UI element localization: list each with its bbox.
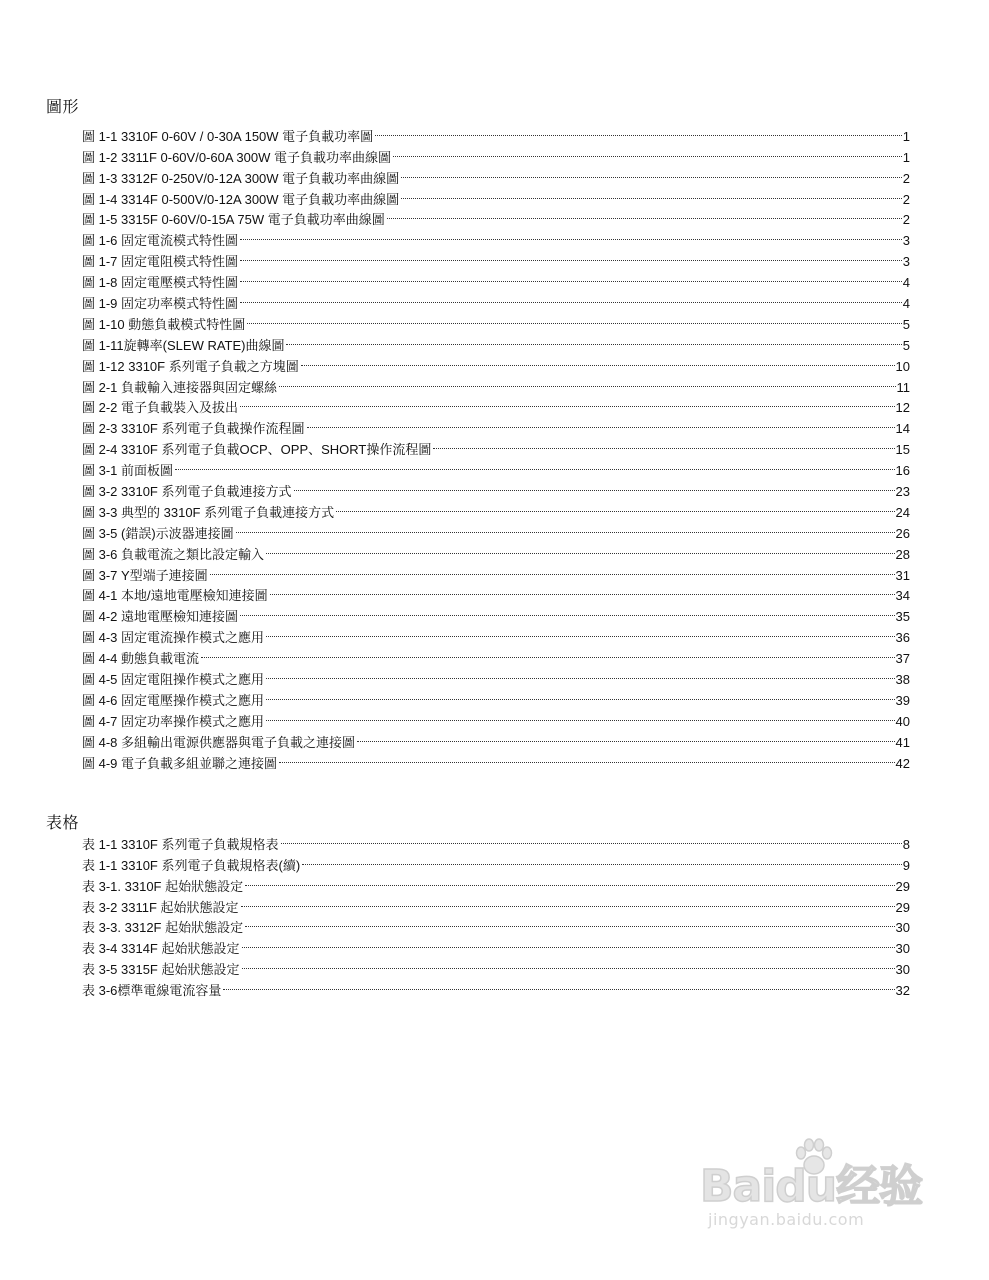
dot-leader — [279, 747, 895, 768]
toc-entry-label: 圖 1-2 3311F 0-60V/0-60A 300W 電子負載功率曲線圖 — [82, 148, 393, 169]
toc-entry-page-number: 41 — [895, 733, 910, 754]
toc-entry-label: 圖 4-9 電子負載多組並聯之連接圖 — [82, 754, 279, 775]
toc-entry-label: 圖 2-4 3310F 系列電子負載OCP、OPP、SHORT操作流程圖 — [82, 440, 433, 461]
dot-leader — [240, 224, 902, 245]
toc-entry-page-number: 30 — [895, 939, 910, 960]
toc-entry-page-number: 38 — [895, 670, 910, 691]
toc-entry-label: 圖 3-1 前面板圖 — [82, 461, 175, 482]
toc-entry-page-number: 32 — [895, 981, 910, 1002]
toc-entry-label: 圖 3-3 典型的 3310F 系列電子負載連接方式 — [82, 503, 336, 524]
toc-entry-page-number: 5 — [902, 336, 910, 357]
figure-toc-entry — [82, 663, 910, 688]
dot-leader — [240, 600, 895, 621]
dot-leader — [223, 974, 894, 995]
toc-entry-label: 圖 1-6 固定電流模式特性圖 — [82, 231, 240, 252]
dot-leader — [236, 517, 895, 538]
dot-leader — [266, 705, 895, 726]
toc-entry-page-number: 2 — [902, 169, 910, 190]
dot-leader — [393, 141, 902, 162]
toc-entry-label: 圖 3-2 3310F 系列電子負載連接方式 — [82, 482, 294, 503]
toc-entry-label: 圖 3-7 Y型端子連接圖 — [82, 566, 210, 587]
dot-leader — [242, 932, 895, 953]
dot-leader — [281, 828, 902, 849]
dot-leader — [240, 245, 902, 266]
toc-entry-page-number: 16 — [895, 461, 910, 482]
dot-leader — [240, 287, 902, 308]
toc-entry-label: 圖 1-11旋轉率(SLEW RATE)曲線圖 — [82, 336, 286, 357]
toc-entry-label: 圖 4-1 本地/遠地電壓檢知連接圖 — [82, 586, 270, 607]
dot-leader — [245, 912, 894, 933]
toc-entry-page-number: 8 — [902, 835, 910, 856]
dot-leader — [240, 266, 902, 287]
toc-entry-label: 圖 3-5 (錯誤)示波器連接圖 — [82, 524, 236, 545]
baidu-watermark — [690, 1130, 940, 1250]
dot-leader — [302, 849, 902, 870]
figure-toc-entry — [82, 475, 910, 500]
dot-leader — [266, 684, 895, 705]
toc-entry-label: 表 1-1 3310F 系列電子負載規格表 — [82, 835, 281, 856]
watermark-url: jingyan.baidu.com — [708, 1210, 865, 1229]
dot-leader — [245, 870, 894, 891]
toc-entry-page-number: 28 — [895, 545, 910, 566]
toc-entry-page-number: 36 — [895, 628, 910, 649]
figures-toc-list — [82, 120, 910, 771]
toc-entry-label: 圖 4-5 固定電阻操作模式之應用 — [82, 670, 266, 691]
toc-entry-page-number: 40 — [895, 712, 910, 733]
toc-entry-label: 圖 1-9 固定功率模式特性圖 — [82, 294, 240, 315]
toc-entry-label: 表 3-5 3315F 起始狀態設定 — [82, 960, 242, 981]
table-toc-entry — [82, 828, 910, 852]
toc-entry-label: 圖 1-5 3315F 0-60V/0-15A 75W 電子負載功率曲線圖 — [82, 210, 387, 231]
toc-entry-label: 圖 4-6 固定電壓操作模式之應用 — [82, 691, 266, 712]
toc-entry-label: 表 3-3. 3312F 起始狀態設定 — [82, 918, 245, 939]
toc-entry-label: 圖 1-1 3310F 0-60V / 0-30A 150W 電子負載功率圖 — [82, 127, 375, 148]
toc-entry-page-number: 4 — [902, 273, 910, 294]
dot-leader — [266, 663, 895, 684]
dot-leader — [175, 454, 895, 475]
toc-entry-label: 表 3-1. 3310F 起始狀態設定 — [82, 877, 245, 898]
dot-leader — [241, 891, 895, 912]
dot-leader — [294, 475, 895, 496]
toc-entry-label: 圖 4-2 遠地電壓檢知連接圖 — [82, 607, 240, 628]
toc-entry-page-number: 12 — [895, 398, 910, 419]
toc-entry-label: 圖 1-4 3314F 0-500V/0-12A 300W 電子負載功率曲線圖 — [82, 190, 401, 211]
toc-entry-page-number: 29 — [895, 877, 910, 898]
dot-leader — [279, 371, 895, 392]
toc-entry-page-number: 30 — [895, 918, 910, 939]
toc-entry-page-number: 42 — [895, 754, 910, 775]
dot-leader — [401, 183, 902, 204]
toc-entry-page-number: 10 — [895, 357, 910, 378]
watermark-logo-text: Baidu经验 — [700, 1161, 923, 1212]
toc-entry-page-number: 9 — [902, 856, 910, 877]
dot-leader — [357, 726, 895, 747]
toc-entry-label: 圖 4-4 動態負載電流 — [82, 649, 201, 670]
toc-entry-label: 圖 4-8 多組輸出電源供應器與電子負載之連接圖 — [82, 733, 357, 754]
figure-toc-entry — [82, 454, 910, 479]
toc-entry-label: 圖 2-1 負載輸入連接器與固定螺絲 — [82, 378, 279, 399]
toc-entry-page-number: 23 — [895, 482, 910, 503]
dot-leader — [336, 496, 894, 517]
toc-entry-page-number: 3 — [902, 231, 910, 252]
toc-entry-page-number: 15 — [895, 440, 910, 461]
dot-leader — [286, 329, 901, 350]
toc-entry-page-number: 26 — [895, 524, 910, 545]
dot-leader — [247, 308, 902, 329]
toc-entry-page-number: 37 — [895, 649, 910, 670]
figure-toc-entry — [82, 120, 910, 144]
toc-entry-page-number: 29 — [895, 898, 910, 919]
figures-heading: 圖形 — [46, 99, 80, 116]
dot-leader — [201, 642, 895, 663]
toc-entry-label: 圖 1-7 固定電阻模式特性圖 — [82, 252, 240, 273]
toc-entry-label: 圖 2-2 電子負載裝入及拔出 — [82, 398, 240, 419]
toc-entry-page-number: 2 — [902, 190, 910, 211]
toc-entry-label: 表 1-1 3310F 系列電子負載規格表(續) — [82, 856, 302, 877]
toc-entry-page-number: 4 — [902, 294, 910, 315]
dot-leader — [266, 538, 895, 559]
toc-entry-page-number: 11 — [896, 378, 911, 399]
dot-leader — [387, 204, 902, 225]
toc-entry-label: 表 3-4 3314F 起始狀態設定 — [82, 939, 242, 960]
toc-entry-page-number: 35 — [895, 607, 910, 628]
toc-entry-label: 表 3-6標準電線電流容量 — [82, 981, 223, 1002]
dot-leader — [242, 953, 895, 974]
toc-entry-label: 圖 4-3 固定電流操作模式之應用 — [82, 628, 266, 649]
toc-entry-page-number: 34 — [895, 586, 910, 607]
dot-leader — [266, 621, 895, 642]
dot-leader — [401, 162, 902, 183]
toc-entry-page-number: 1 — [902, 148, 910, 169]
toc-entry-label: 圖 1-3 3312F 0-250V/0-12A 300W 電子負載功率曲線圖 — [82, 169, 401, 190]
figure-toc-entry — [82, 642, 910, 667]
toc-entry-label: 表 3-2 3311F 起始狀態設定 — [82, 898, 241, 919]
toc-entry-page-number: 24 — [895, 503, 910, 524]
toc-entry-label: 圖 1-12 3310F 系列電子負載之方塊圖 — [82, 357, 301, 378]
toc-entry-page-number: 30 — [895, 960, 910, 981]
toc-entry-page-number: 2 — [902, 210, 910, 231]
toc-entry-label: 圖 2-3 3310F 系列電子負載操作流程圖 — [82, 419, 307, 440]
toc-entry-label: 圖 1-8 固定電壓模式特性圖 — [82, 273, 240, 294]
tables-toc-list — [82, 828, 910, 999]
toc-entry-label: 圖 4-7 固定功率操作模式之應用 — [82, 712, 266, 733]
toc-entry-page-number: 14 — [895, 419, 910, 440]
toc-entry-page-number: 5 — [902, 315, 910, 336]
toc-entry-label: 圖 1-10 動態負載模式特性圖 — [82, 315, 247, 336]
dot-leader — [210, 559, 895, 580]
dot-leader — [307, 412, 895, 433]
toc-entry-page-number: 39 — [895, 691, 910, 712]
toc-entry-page-number: 1 — [902, 127, 910, 148]
dot-leader — [240, 392, 895, 413]
dot-leader — [270, 580, 895, 601]
dot-leader — [433, 433, 894, 454]
dot-leader — [375, 120, 902, 141]
toc-entry-label: 圖 3-6 負載電流之類比設定輸入 — [82, 545, 266, 566]
toc-entry-page-number: 31 — [895, 566, 910, 587]
toc-entry-page-number: 3 — [902, 252, 910, 273]
dot-leader — [301, 350, 895, 371]
tables-heading: 表格 — [46, 815, 80, 832]
